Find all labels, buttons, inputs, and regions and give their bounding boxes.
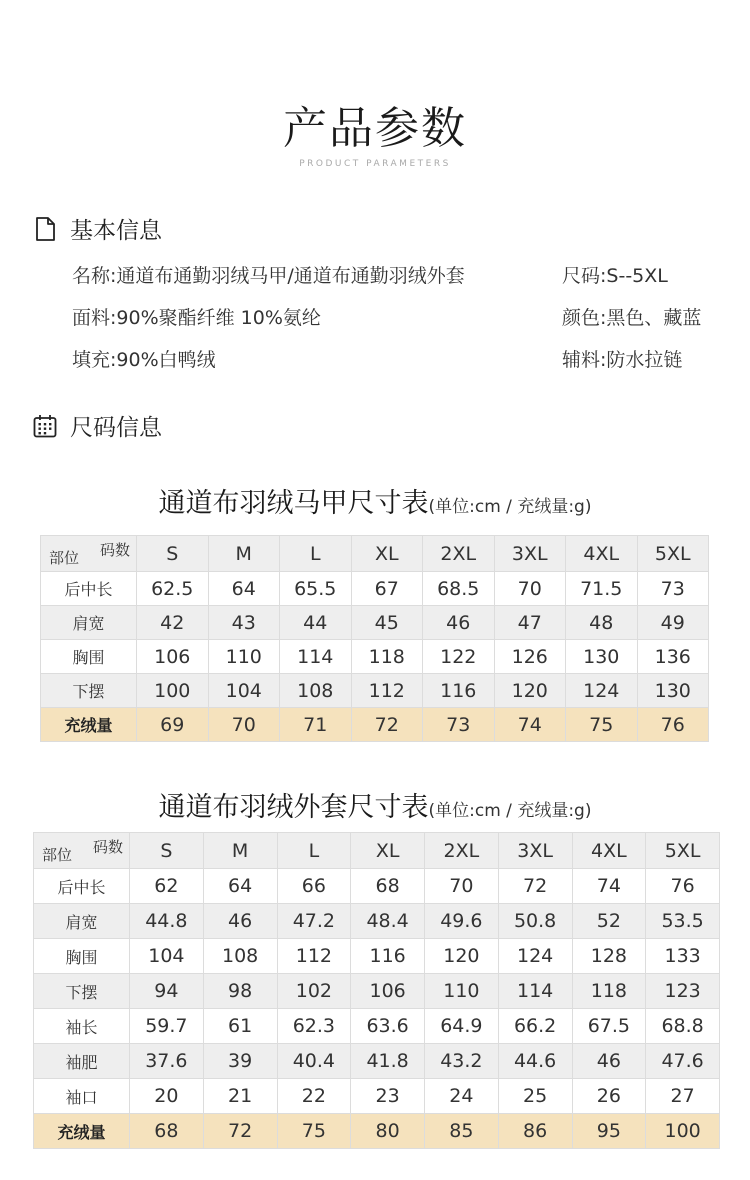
- table-cell: 22: [277, 1079, 351, 1114]
- size-header-row: [41, 536, 709, 572]
- table-cell: 104: [208, 674, 280, 708]
- size-header-cell: XL: [351, 536, 423, 572]
- size-header-cell: 5XL: [646, 833, 720, 869]
- table-cell: 116: [351, 939, 425, 974]
- table-cell: 98: [203, 974, 277, 1009]
- table-cell: 71.5: [566, 572, 638, 606]
- table-cell: 120: [494, 674, 566, 708]
- size-header-cell: L: [277, 833, 351, 869]
- table-cell: 75: [566, 708, 638, 742]
- table-cell: 66.2: [498, 1009, 572, 1044]
- table-cell: 123: [646, 974, 720, 1009]
- basic-info-heading: [32, 212, 162, 245]
- table-cell: 43: [208, 606, 280, 640]
- part-label-cell: 肩宽: [41, 606, 137, 640]
- basic-info-label: 基本信息: [70, 218, 162, 244]
- table-row: [34, 869, 720, 904]
- calendar-icon: [32, 413, 58, 439]
- table-cell: 37.6: [130, 1044, 204, 1079]
- table-cell: 73: [423, 708, 495, 742]
- info-filling: 填充:90%白鸭绒: [72, 349, 216, 371]
- table-row: [41, 640, 709, 674]
- table-cell: 110: [208, 640, 280, 674]
- table-cell: 114: [280, 640, 352, 674]
- corner-size-label: 码数: [92, 838, 123, 856]
- vest-size-table: [40, 535, 709, 742]
- table-cell: 100: [137, 674, 209, 708]
- corner-part-label: 部位: [42, 846, 73, 864]
- vest-table-name: 通道布羽绒马甲尺寸表: [158, 488, 429, 519]
- table-cell: 130: [566, 640, 638, 674]
- table-cell: 45: [351, 606, 423, 640]
- table-cell: 20: [130, 1079, 204, 1114]
- table-cell: 49.6: [425, 904, 499, 939]
- part-label-cell: 后中长: [34, 869, 130, 904]
- jacket-table-name: 通道布羽绒外套尺寸表: [158, 792, 429, 823]
- document-icon: [32, 216, 58, 242]
- table-cell: 61: [203, 1009, 277, 1044]
- size-header-row: [34, 833, 720, 869]
- jacket-size-table: [33, 832, 720, 1149]
- table-cell: 120: [425, 939, 499, 974]
- table-cell: 24: [425, 1079, 499, 1114]
- vest-table-title: [0, 481, 750, 520]
- table-cell: 76: [646, 869, 720, 904]
- table-cell: 68: [130, 1114, 204, 1149]
- table-cell: 63.6: [351, 1009, 425, 1044]
- table-cell: 74: [572, 869, 646, 904]
- size-header-cell: S: [137, 536, 209, 572]
- corner-cell: [41, 536, 137, 572]
- table-cell: 126: [494, 640, 566, 674]
- corner-part-label: 部位: [49, 549, 80, 567]
- table-cell: 133: [646, 939, 720, 974]
- part-label-cell: 袖肥: [34, 1044, 130, 1079]
- info-name: 名称:通道布通勤羽绒马甲/通道布通勤羽绒外套: [72, 265, 465, 287]
- info-color: 颜色:黑色、藏蓝: [562, 307, 702, 329]
- table-cell: 86: [498, 1114, 572, 1149]
- table-cell: 70: [425, 869, 499, 904]
- table-cell: 44: [280, 606, 352, 640]
- table-cell: 94: [130, 974, 204, 1009]
- table-cell: 64: [208, 572, 280, 606]
- table-cell: 68.8: [646, 1009, 720, 1044]
- page-title: 产品参数: [283, 103, 467, 154]
- page-subtitle: PRODUCT PARAMETERS: [299, 159, 451, 169]
- table-row: [34, 904, 720, 939]
- part-label-cell: 胸围: [34, 939, 130, 974]
- table-cell: 118: [351, 640, 423, 674]
- table-cell: 42: [137, 606, 209, 640]
- table-cell: 75: [277, 1114, 351, 1149]
- table-cell: 46: [203, 904, 277, 939]
- table-cell: 74: [494, 708, 566, 742]
- table-cell: 72: [351, 708, 423, 742]
- table-row: [41, 606, 709, 640]
- table-cell: 114: [498, 974, 572, 1009]
- table-cell: 44.8: [130, 904, 204, 939]
- table-cell: 23: [351, 1079, 425, 1114]
- table-cell: 52: [572, 904, 646, 939]
- size-header-cell: M: [208, 536, 280, 572]
- table-cell: 50.8: [498, 904, 572, 939]
- table-cell: 65.5: [280, 572, 352, 606]
- table-cell: 39: [203, 1044, 277, 1079]
- jacket-table-unit: (单位:cm / 充绒量:g): [428, 801, 592, 821]
- part-label-cell: 肩宽: [34, 904, 130, 939]
- table-cell: 53.5: [646, 904, 720, 939]
- table-cell: 68.5: [423, 572, 495, 606]
- size-header-cell: 4XL: [572, 833, 646, 869]
- size-header-cell: M: [203, 833, 277, 869]
- size-header-cell: XL: [351, 833, 425, 869]
- table-cell: 136: [637, 640, 709, 674]
- corner-cell: [34, 833, 130, 869]
- table-cell: 110: [425, 974, 499, 1009]
- table-cell: 116: [423, 674, 495, 708]
- table-cell: 59.7: [130, 1009, 204, 1044]
- table-cell: 72: [498, 869, 572, 904]
- table-cell: 104: [130, 939, 204, 974]
- vest-table-unit: (单位:cm / 充绒量:g): [428, 497, 592, 517]
- table-cell: 102: [277, 974, 351, 1009]
- table-cell: 40.4: [277, 1044, 351, 1079]
- table-cell: 62.5: [137, 572, 209, 606]
- info-fabric: 面料:90%聚酯纤维 10%氨纶: [72, 307, 321, 329]
- table-cell: 67: [351, 572, 423, 606]
- table-row: [34, 1009, 720, 1044]
- table-cell: 47.6: [646, 1044, 720, 1079]
- table-row: [41, 572, 709, 606]
- table-cell: 76: [637, 708, 709, 742]
- table-cell: 108: [203, 939, 277, 974]
- table-cell: 71: [280, 708, 352, 742]
- table-cell: 100: [646, 1114, 720, 1149]
- table-row: [34, 1044, 720, 1079]
- table-cell: 46: [572, 1044, 646, 1079]
- table-cell: 46: [423, 606, 495, 640]
- part-label-cell: 袖口: [34, 1079, 130, 1114]
- info-accessory: 辅料:防水拉链: [562, 349, 683, 371]
- table-cell: 118: [572, 974, 646, 1009]
- table-cell: 106: [137, 640, 209, 674]
- info-size: 尺码:S--5XL: [562, 265, 668, 287]
- table-cell: 124: [566, 674, 638, 708]
- table-cell: 27: [646, 1079, 720, 1114]
- table-cell: 69: [137, 708, 209, 742]
- table-cell: 26: [572, 1079, 646, 1114]
- table-cell: 64: [203, 869, 277, 904]
- table-cell: 80: [351, 1114, 425, 1149]
- table-cell: 122: [423, 640, 495, 674]
- size-info-label: 尺码信息: [70, 415, 162, 441]
- table-cell: 124: [498, 939, 572, 974]
- table-cell: 85: [425, 1114, 499, 1149]
- size-header-cell: L: [280, 536, 352, 572]
- size-header-cell: S: [130, 833, 204, 869]
- size-header-cell: 5XL: [637, 536, 709, 572]
- table-cell: 130: [637, 674, 709, 708]
- table-cell: 73: [637, 572, 709, 606]
- table-cell: 72: [203, 1114, 277, 1149]
- part-label-cell: 下摆: [41, 674, 137, 708]
- part-label-cell: 充绒量: [34, 1114, 130, 1149]
- table-cell: 48.4: [351, 904, 425, 939]
- table-row: [41, 674, 709, 708]
- table-cell: 128: [572, 939, 646, 974]
- part-label-cell: 袖长: [34, 1009, 130, 1044]
- table-cell: 62.3: [277, 1009, 351, 1044]
- table-cell: 25: [498, 1079, 572, 1114]
- table-cell: 66: [277, 869, 351, 904]
- table-cell: 67.5: [572, 1009, 646, 1044]
- table-cell: 41.8: [351, 1044, 425, 1079]
- part-label-cell: 胸围: [41, 640, 137, 674]
- table-row: [34, 939, 720, 974]
- size-header-cell: 2XL: [423, 536, 495, 572]
- part-label-cell: 下摆: [34, 974, 130, 1009]
- size-header-cell: 3XL: [498, 833, 572, 869]
- part-label-cell: 后中长: [41, 572, 137, 606]
- corner-size-label: 码数: [99, 541, 130, 559]
- table-cell: 43.2: [425, 1044, 499, 1079]
- table-cell: 70: [494, 572, 566, 606]
- table-cell: 48: [566, 606, 638, 640]
- table-cell: 106: [351, 974, 425, 1009]
- fill-weight-row: [41, 708, 709, 742]
- table-cell: 112: [277, 939, 351, 974]
- table-cell: 49: [637, 606, 709, 640]
- size-header-cell: 3XL: [494, 536, 566, 572]
- table-cell: 64.9: [425, 1009, 499, 1044]
- table-cell: 44.6: [498, 1044, 572, 1079]
- table-cell: 108: [280, 674, 352, 708]
- table-cell: 68: [351, 869, 425, 904]
- jacket-table-title: [0, 785, 750, 824]
- table-cell: 47.2: [277, 904, 351, 939]
- table-cell: 62: [130, 869, 204, 904]
- table-cell: 95: [572, 1114, 646, 1149]
- table-cell: 70: [208, 708, 280, 742]
- fill-weight-row: [34, 1114, 720, 1149]
- size-header-cell: 2XL: [425, 833, 499, 869]
- table-row: [34, 974, 720, 1009]
- table-cell: 47: [494, 606, 566, 640]
- size-info-heading: [32, 409, 162, 442]
- table-cell: 112: [351, 674, 423, 708]
- table-cell: 21: [203, 1079, 277, 1114]
- table-row: [34, 1079, 720, 1114]
- part-label-cell: 充绒量: [41, 708, 137, 742]
- size-header-cell: 4XL: [566, 536, 638, 572]
